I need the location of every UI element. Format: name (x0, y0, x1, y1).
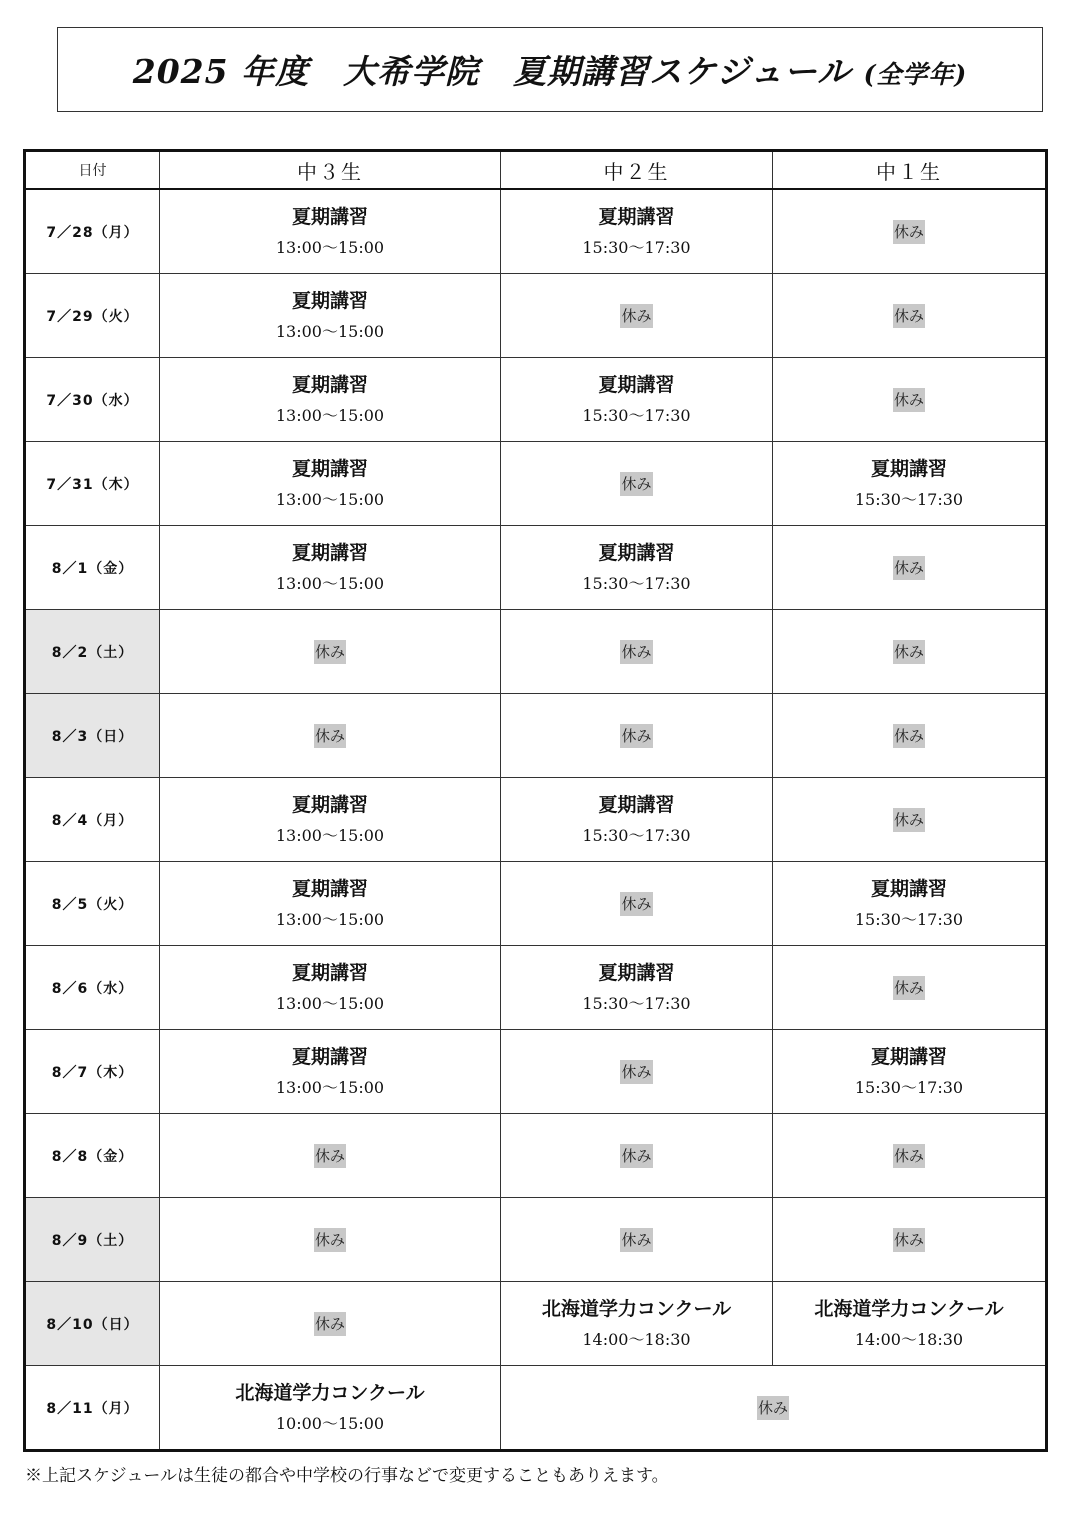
schedule-cell (773, 946, 1047, 1030)
schedule-cell (501, 1030, 773, 1114)
class-time: 15:30〜17:30 (582, 405, 691, 425)
class-name: 夏期講習 (291, 1045, 368, 1068)
schedule-cell (501, 189, 773, 274)
table-row (25, 189, 1047, 274)
table-row (25, 526, 1047, 610)
table-row (25, 694, 1047, 778)
class-time: 15:30〜17:30 (582, 825, 691, 845)
off-badge: 休み (620, 472, 652, 496)
date-cell: 7／31（木） (25, 442, 160, 526)
date-cell: 8／5（火） (25, 862, 160, 946)
table-row (25, 1366, 1047, 1451)
off-badge: 休み (314, 1228, 346, 1252)
class-time: 15:30〜17:30 (582, 993, 691, 1013)
class-time: 13:00〜15:00 (275, 993, 385, 1013)
off-badge: 休み (620, 1144, 652, 1168)
class-time: 15:30〜17:30 (854, 909, 964, 929)
schedule-table (23, 149, 1048, 1452)
class-name: 夏期講習 (598, 541, 675, 564)
schedule-cell (773, 610, 1047, 694)
class-name: 夏期講習 (870, 877, 947, 900)
class-name: 夏期講習 (291, 457, 368, 480)
schedule-cell (501, 1198, 773, 1282)
off-badge: 休み (620, 724, 652, 748)
class-time: 13:00〜15:00 (275, 489, 385, 509)
class-time: 13:00〜15:00 (275, 825, 385, 845)
class-time: 13:00〜15:00 (275, 909, 385, 929)
schedule-cell (773, 1282, 1047, 1366)
title-box (57, 27, 1043, 112)
header-grade2: 中２生 (501, 151, 773, 190)
date-cell-weekend: 8／2（土） (25, 610, 160, 694)
class-name: 夏期講習 (291, 541, 368, 564)
title-sub: (全学年) (863, 60, 968, 89)
table-row (25, 442, 1047, 526)
date-cell-weekend: 8／9（土） (25, 1198, 160, 1282)
class-time: 14:00〜18:30 (582, 1329, 691, 1349)
schedule-cell (160, 189, 501, 274)
schedule-cell (501, 442, 773, 526)
date-cell: 7／29（火） (25, 274, 160, 358)
title-main: 2025 年度 大希学院 夏期講習スケジュール (132, 52, 852, 91)
schedule-cell (501, 526, 773, 610)
date-cell-weekend: 8／10（日） (25, 1282, 160, 1366)
class-name: 夏期講習 (598, 205, 675, 228)
schedule-cell (160, 1282, 501, 1366)
off-badge: 休み (893, 388, 925, 412)
off-badge: 休み (757, 1396, 789, 1420)
off-badge: 休み (893, 304, 925, 328)
header-grade1: 中１生 (773, 151, 1047, 190)
class-time: 15:30〜17:30 (582, 237, 691, 257)
table-row (25, 862, 1047, 946)
class-time: 15:30〜17:30 (854, 1077, 964, 1097)
date-cell: 8／8（金） (25, 1114, 160, 1198)
schedule-cell (773, 1114, 1047, 1198)
off-badge: 休み (620, 1228, 652, 1252)
page-title (133, 46, 968, 93)
table-row (25, 274, 1047, 358)
off-badge: 休み (893, 556, 925, 580)
schedule-cell (501, 1114, 773, 1198)
class-name: 夏期講習 (870, 457, 947, 480)
off-badge: 休み (893, 1144, 925, 1168)
off-badge: 休み (893, 220, 925, 244)
schedule-cell (160, 778, 501, 862)
schedule-cell (501, 358, 773, 442)
schedule-cell (160, 694, 501, 778)
off-badge: 休み (893, 1228, 925, 1252)
table-row (25, 778, 1047, 862)
schedule-cell-merged (501, 1366, 1047, 1451)
table-row (25, 1030, 1047, 1114)
date-cell: 7／28（月） (25, 189, 160, 274)
class-time: 13:00〜15:00 (275, 1077, 385, 1097)
class-name: 夏期講習 (598, 961, 675, 984)
class-name: 北海道学力コンクール (814, 1297, 1004, 1320)
schedule-cell (773, 526, 1047, 610)
schedule-cell (773, 274, 1047, 358)
schedule-cell (501, 778, 773, 862)
schedule-cell (160, 358, 501, 442)
schedule-cell (160, 1198, 501, 1282)
schedule-cell (773, 358, 1047, 442)
class-name: 夏期講習 (291, 289, 368, 312)
class-time: 13:00〜15:00 (275, 405, 385, 425)
schedule-cell (501, 610, 773, 694)
schedule-cell (160, 862, 501, 946)
date-cell: 8／11（月） (25, 1366, 160, 1451)
off-badge: 休み (620, 304, 652, 328)
off-badge: 休み (314, 1312, 346, 1336)
class-name: 北海道学力コンクール (541, 1297, 732, 1320)
schedule-cell (773, 442, 1047, 526)
off-badge: 休み (314, 724, 346, 748)
schedule-cell (160, 1366, 501, 1451)
class-time: 15:30〜17:30 (582, 573, 691, 593)
schedule-cell (501, 862, 773, 946)
off-badge: 休み (893, 640, 925, 664)
class-name: 夏期講習 (598, 373, 675, 396)
class-time: 14:00〜18:30 (854, 1329, 964, 1349)
table-row (25, 1198, 1047, 1282)
header-grade3: 中３生 (160, 151, 501, 190)
class-time: 13:00〜15:00 (275, 573, 385, 593)
date-cell: 8／6（水） (25, 946, 160, 1030)
schedule-cell (773, 1030, 1047, 1114)
schedule-cell (773, 862, 1047, 946)
off-badge: 休み (314, 640, 346, 664)
class-time: 10:00〜15:00 (275, 1413, 385, 1433)
header-date: 日付 (25, 151, 160, 190)
schedule-cell (501, 1282, 773, 1366)
date-cell: 8／4（月） (25, 778, 160, 862)
class-time: 13:00〜15:00 (275, 237, 385, 257)
off-badge: 休み (893, 724, 925, 748)
footnote: ※上記スケジュールは生徒の都合や中学校の行事などで変更することもありえます。 (25, 1466, 669, 1486)
schedule-cell (160, 274, 501, 358)
class-name: 北海道学力コンクール (235, 1381, 425, 1404)
class-time: 15:30〜17:30 (854, 489, 964, 509)
class-name: 夏期講習 (291, 877, 368, 900)
date-cell: 8／1（金） (25, 526, 160, 610)
table-row (25, 1114, 1047, 1198)
off-badge: 休み (314, 1144, 346, 1168)
schedule-cell (501, 274, 773, 358)
schedule-cell (501, 946, 773, 1030)
schedule-cell (773, 694, 1047, 778)
table-row (25, 358, 1047, 442)
date-cell: 8／7（木） (25, 1030, 160, 1114)
table-row (25, 610, 1047, 694)
class-name: 夏期講習 (291, 205, 368, 228)
class-name: 夏期講習 (291, 793, 368, 816)
date-cell-weekend: 8／3（日） (25, 694, 160, 778)
schedule-cell (773, 189, 1047, 274)
off-badge: 休み (893, 808, 925, 832)
date-cell: 7／30（水） (25, 358, 160, 442)
class-time: 13:00〜15:00 (275, 321, 385, 341)
table-row (25, 1282, 1047, 1366)
off-badge: 休み (893, 976, 925, 1000)
schedule-cell (160, 442, 501, 526)
class-name: 夏期講習 (291, 961, 368, 984)
schedule-cell (160, 610, 501, 694)
off-badge: 休み (620, 640, 652, 664)
table-row (25, 946, 1047, 1030)
off-badge: 休み (620, 892, 652, 916)
schedule-cell (160, 1114, 501, 1198)
schedule-cell (773, 1198, 1047, 1282)
off-badge: 休み (620, 1060, 652, 1084)
schedule-cell (501, 694, 773, 778)
header-row (25, 151, 1047, 190)
schedule-cell (773, 778, 1047, 862)
schedule-cell (160, 1030, 501, 1114)
class-name: 夏期講習 (291, 373, 368, 396)
class-name: 夏期講習 (870, 1045, 947, 1068)
class-name: 夏期講習 (598, 793, 675, 816)
schedule-cell (160, 526, 501, 610)
schedule-cell (160, 946, 501, 1030)
